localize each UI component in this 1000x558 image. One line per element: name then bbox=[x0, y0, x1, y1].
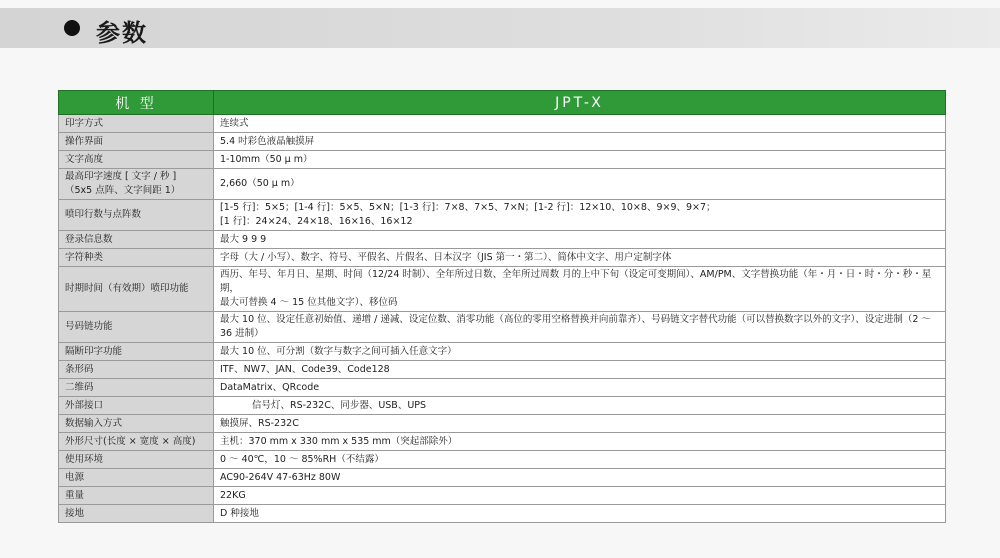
spec-value: 最大 10 位、设定任意初始值、递增 / 递减、设定位数、消零功能（高位的零用空格替换并向前靠齐）、号码链文字替代功能（可以替换数字以外的文字）、设定进制（2 ～ 36 进制） bbox=[214, 312, 946, 343]
spec-value: 连续式 bbox=[214, 115, 946, 133]
spec-label: 登录信息数 bbox=[59, 231, 214, 249]
table-row bbox=[59, 433, 946, 451]
table-row bbox=[59, 231, 946, 249]
spec-label: 隔断印字功能 bbox=[59, 343, 214, 361]
spec-label: 重量 bbox=[59, 487, 214, 505]
table-row bbox=[59, 451, 946, 469]
spec-label: 外形尺寸(长度 × 宽度 × 高度) bbox=[59, 433, 214, 451]
spec-value: DataMatrix、QRcode bbox=[214, 379, 946, 397]
spec-value: 0 ～ 40℃，10 ～ 85%RH（不结露） bbox=[214, 451, 946, 469]
header-model-value: JPT-X bbox=[214, 91, 946, 115]
spec-label: 外部接口 bbox=[59, 397, 214, 415]
table-row bbox=[59, 397, 946, 415]
spec-value: 5.4 吋彩色液晶触摸屏 bbox=[214, 133, 946, 151]
spec-table-body bbox=[59, 115, 946, 523]
table-row bbox=[59, 200, 946, 231]
spec-label: 号码链功能 bbox=[59, 312, 214, 343]
table-row bbox=[59, 249, 946, 267]
spec-value: AC90-264V 47-63Hz 80W bbox=[214, 469, 946, 487]
spec-value: 西历、年号、年月日、星期、时间（12/24 时制）、全年所过日数、全年所过周数 月的上中下旬（设定可变期间）、AM/PM、文字替换功能（年・月・日・时・分・秒・星期， 最大可替换 4 ～ 15 位其他文字）、移位码 bbox=[214, 267, 946, 312]
table-row bbox=[59, 361, 946, 379]
spec-label: 使用环境 bbox=[59, 451, 214, 469]
table-row bbox=[59, 379, 946, 397]
spec-value: 主机：370 mm x 330 mm x 535 mm（突起部除外） bbox=[214, 433, 946, 451]
spec-table bbox=[58, 90, 946, 523]
spec-value: 1-10mm（50 μ m） bbox=[214, 151, 946, 169]
spec-label: 最高印字速度 [ 文字 / 秒 ] （5x5 点阵、文字间距 1） bbox=[59, 169, 214, 200]
spec-label: 操作界面 bbox=[59, 133, 214, 151]
table-row bbox=[59, 469, 946, 487]
spec-label: 字符种类 bbox=[59, 249, 214, 267]
spec-label: 印字方式 bbox=[59, 115, 214, 133]
spec-value: [1-5 行]：5×5；[1-4 行]：5×5、5×N；[1-3 行]：7×8、7×5、7×N；[1-2 行]：12×10、10×8、9×9、9×7； [1 行]：24×24、24×18、16×16、16×12 bbox=[214, 200, 946, 231]
table-row bbox=[59, 267, 946, 312]
table-row bbox=[59, 115, 946, 133]
spec-value: 最大 10 位、可分割（数字与数字之间可插入任意文字） bbox=[214, 343, 946, 361]
spec-value: 触摸屏、RS-232C bbox=[214, 415, 946, 433]
table-row bbox=[59, 415, 946, 433]
spec-value: 2,660（50 μ m） bbox=[214, 169, 946, 200]
spec-label: 文字高度 bbox=[59, 151, 214, 169]
section-header-band bbox=[0, 8, 1000, 48]
spec-value: 最大 9 9 9 bbox=[214, 231, 946, 249]
spec-value: 22KG bbox=[214, 487, 946, 505]
spec-label: 条形码 bbox=[59, 361, 214, 379]
spec-value: D 种接地 bbox=[214, 505, 946, 523]
spec-label: 二维码 bbox=[59, 379, 214, 397]
spec-label: 接地 bbox=[59, 505, 214, 523]
table-row bbox=[59, 151, 946, 169]
spec-label: 喷印行数与点阵数 bbox=[59, 200, 214, 231]
table-header-row bbox=[59, 91, 946, 115]
table-row bbox=[59, 505, 946, 523]
table-row bbox=[59, 312, 946, 343]
spec-label: 时期时间（有效期）喷印功能 bbox=[59, 267, 214, 312]
bullet-icon bbox=[64, 20, 80, 36]
spec-value: 信号灯、RS-232C、同步器、USB、UPS bbox=[214, 397, 946, 415]
spec-label: 电源 bbox=[59, 469, 214, 487]
table-row bbox=[59, 343, 946, 361]
spec-label: 数据输入方式 bbox=[59, 415, 214, 433]
section-title: 参数 bbox=[96, 19, 148, 47]
header-model-label: 机 型 bbox=[59, 91, 214, 115]
table-row bbox=[59, 169, 946, 200]
table-row bbox=[59, 133, 946, 151]
spec-value: ITF、NW7、JAN、Code39、Code128 bbox=[214, 361, 946, 379]
spec-value: 字母（大 / 小写）、数字、符号、平假名、片假名、日本汉字（JIS 第一・第二）、简体中文字、用户定制字体 bbox=[214, 249, 946, 267]
table-row bbox=[59, 487, 946, 505]
